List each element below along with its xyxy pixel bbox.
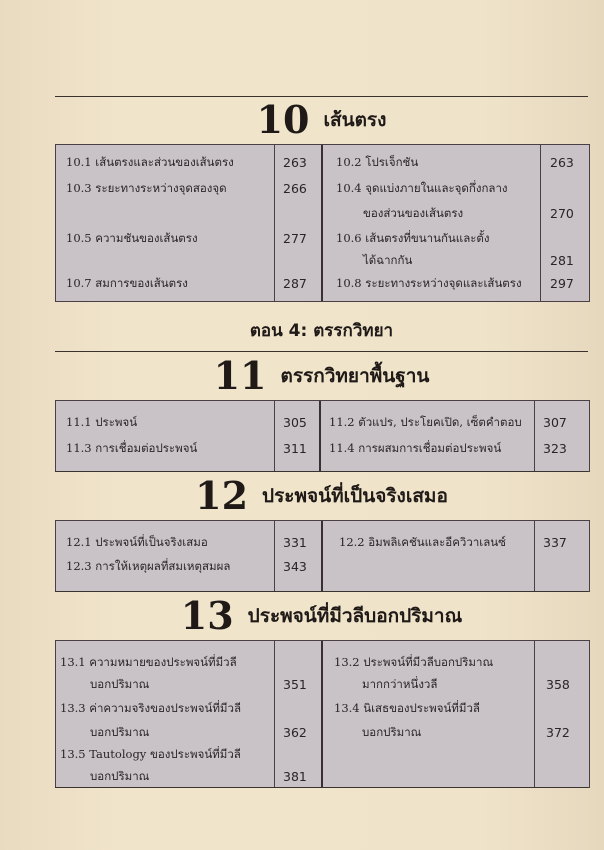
page-number: 287	[283, 276, 307, 291]
page-number: 270	[550, 206, 574, 221]
chapter-12-header	[55, 472, 588, 520]
chapter-number: 11	[213, 353, 267, 398]
toc-entry-13-2-cont: มากกว่าหนึ่งวลี	[362, 677, 438, 691]
chapter-title: เส้นตรง	[323, 109, 387, 131]
page-number: 297	[550, 276, 574, 291]
column-separator	[319, 401, 321, 471]
chapter-title: ประพจน์ที่เป็นจริงเสมอ	[262, 485, 448, 507]
page-number: 323	[543, 441, 567, 456]
column-separator	[274, 401, 275, 471]
toc-entry-11-4: 11.4 การผสมการเชื่อมต่อประพจน์	[329, 441, 502, 455]
toc-entry-13-5-cont: บอกปริมาณ	[90, 769, 150, 783]
page-number: 305	[283, 415, 307, 430]
toc-entry-13-3: 13.3 ค่าความจริงของประพจน์ที่มีวลี	[60, 701, 242, 715]
toc-entry-10-2: 10.2 โปรเจ็กชัน	[336, 155, 419, 169]
column-separator	[540, 145, 541, 301]
page-number: 351	[283, 677, 307, 692]
column-separator	[274, 641, 275, 787]
page-number: 358	[546, 677, 570, 692]
chapter-13-toc	[55, 640, 590, 788]
column-separator	[321, 521, 323, 591]
chapter-12-toc	[55, 520, 590, 592]
toc-entry-11-2: 11.2 ตัวแปร, ประโยคเปิด, เซ็ตคำตอบ	[329, 415, 522, 429]
toc-entry-10-4: 10.4 จุดแบ่งภายในและจุดกึ่งกลาง	[336, 181, 508, 195]
toc-entry-10-8: 10.8 ระยะทางระหว่างจุดและเส้นตรง	[336, 276, 522, 290]
toc-entry-10-1: 10.1 เส้นตรงและส่วนของเส้นตรง	[66, 155, 234, 169]
column-separator	[321, 145, 323, 301]
toc-entry-11-3: 11.3 การเชื่อมต่อประพจน์	[66, 441, 198, 455]
chapter-number: 10	[256, 97, 310, 142]
page-number: 331	[283, 535, 307, 550]
toc-entry-13-1-cont: บอกปริมาณ	[90, 677, 150, 691]
chapter-title: ตรรกวิทยาพื้นฐาน	[280, 365, 430, 387]
toc-entry-13-4: 13.4 นิเสธของประพจน์ที่มีวลี	[334, 701, 480, 715]
column-separator	[274, 145, 275, 301]
toc-entry-10-5: 10.5 ความชันของเส้นตรง	[66, 231, 198, 245]
chapter-13-header	[55, 592, 588, 640]
part-heading: ตอน 4: ตรรกวิทยา	[249, 321, 394, 341]
chapter-number: 12	[195, 473, 249, 518]
page-number: 277	[283, 231, 307, 246]
page-number: 263	[283, 155, 307, 170]
toc-entry-10-3: 10.3 ระยะทางระหว่างจุดสองจุด	[66, 181, 227, 195]
toc-entry-10-6-cont: ได้ฉากกัน	[363, 253, 413, 267]
toc-entry-13-5: 13.5 Tautology ของประพจน์ที่มีวลี	[60, 747, 241, 761]
toc-entry-11-1: 11.1 ประพจน์	[66, 415, 138, 429]
page-number: 263	[550, 155, 574, 170]
page-number: 372	[546, 725, 570, 740]
page-number: 343	[283, 559, 307, 574]
chapter-title: ประพจน์ที่มีวลีบอกปริมาณ	[247, 605, 463, 627]
divider-line	[55, 787, 588, 788]
toc-entry-10-7: 10.7 สมการของเส้นตรง	[66, 276, 188, 290]
toc-entry-12-1: 12.1 ประพจน์ที่เป็นจริงเสมอ	[66, 535, 208, 549]
toc-entry-12-3: 12.3 การให้เหตุผลที่สมเหตุสมผล	[66, 559, 231, 573]
page-number: 307	[543, 415, 567, 430]
page-number: 337	[543, 535, 567, 550]
chapter-number: 13	[180, 593, 234, 638]
page-number: 362	[283, 725, 307, 740]
toc-entry-13-2: 13.2 ประพจน์ที่มีวลีบอกปริมาณ	[334, 655, 494, 669]
column-separator	[274, 521, 275, 591]
column-separator	[321, 641, 323, 787]
toc-entry-12-2: 12.2 อิมพลิเคชันและอีควิวาเลนซ์	[339, 535, 506, 549]
column-separator	[534, 521, 535, 591]
toc-entry-10-4-cont: ของส่วนของเส้นตรง	[363, 206, 464, 220]
page-number: 281	[550, 253, 574, 268]
toc-entry-13-3-cont: บอกปริมาณ	[90, 725, 150, 739]
page-number: 311	[283, 441, 307, 456]
toc-entry-10-6: 10.6 เส้นตรงที่ขนานกันและตั้ง	[336, 231, 490, 245]
column-separator	[534, 641, 535, 787]
page-number: 381	[283, 769, 307, 784]
chapter-11-toc	[55, 400, 590, 472]
chapter-11-header	[55, 352, 588, 400]
column-separator	[534, 401, 535, 471]
toc-entry-13-4-cont: บอกปริมาณ	[362, 725, 422, 739]
toc-entry-13-1: 13.1 ความหมายของประพจน์ที่มีวลี	[60, 655, 237, 669]
chapter-10-toc	[55, 144, 590, 302]
chapter-10-header	[55, 96, 588, 144]
page-number: 266	[283, 181, 307, 196]
